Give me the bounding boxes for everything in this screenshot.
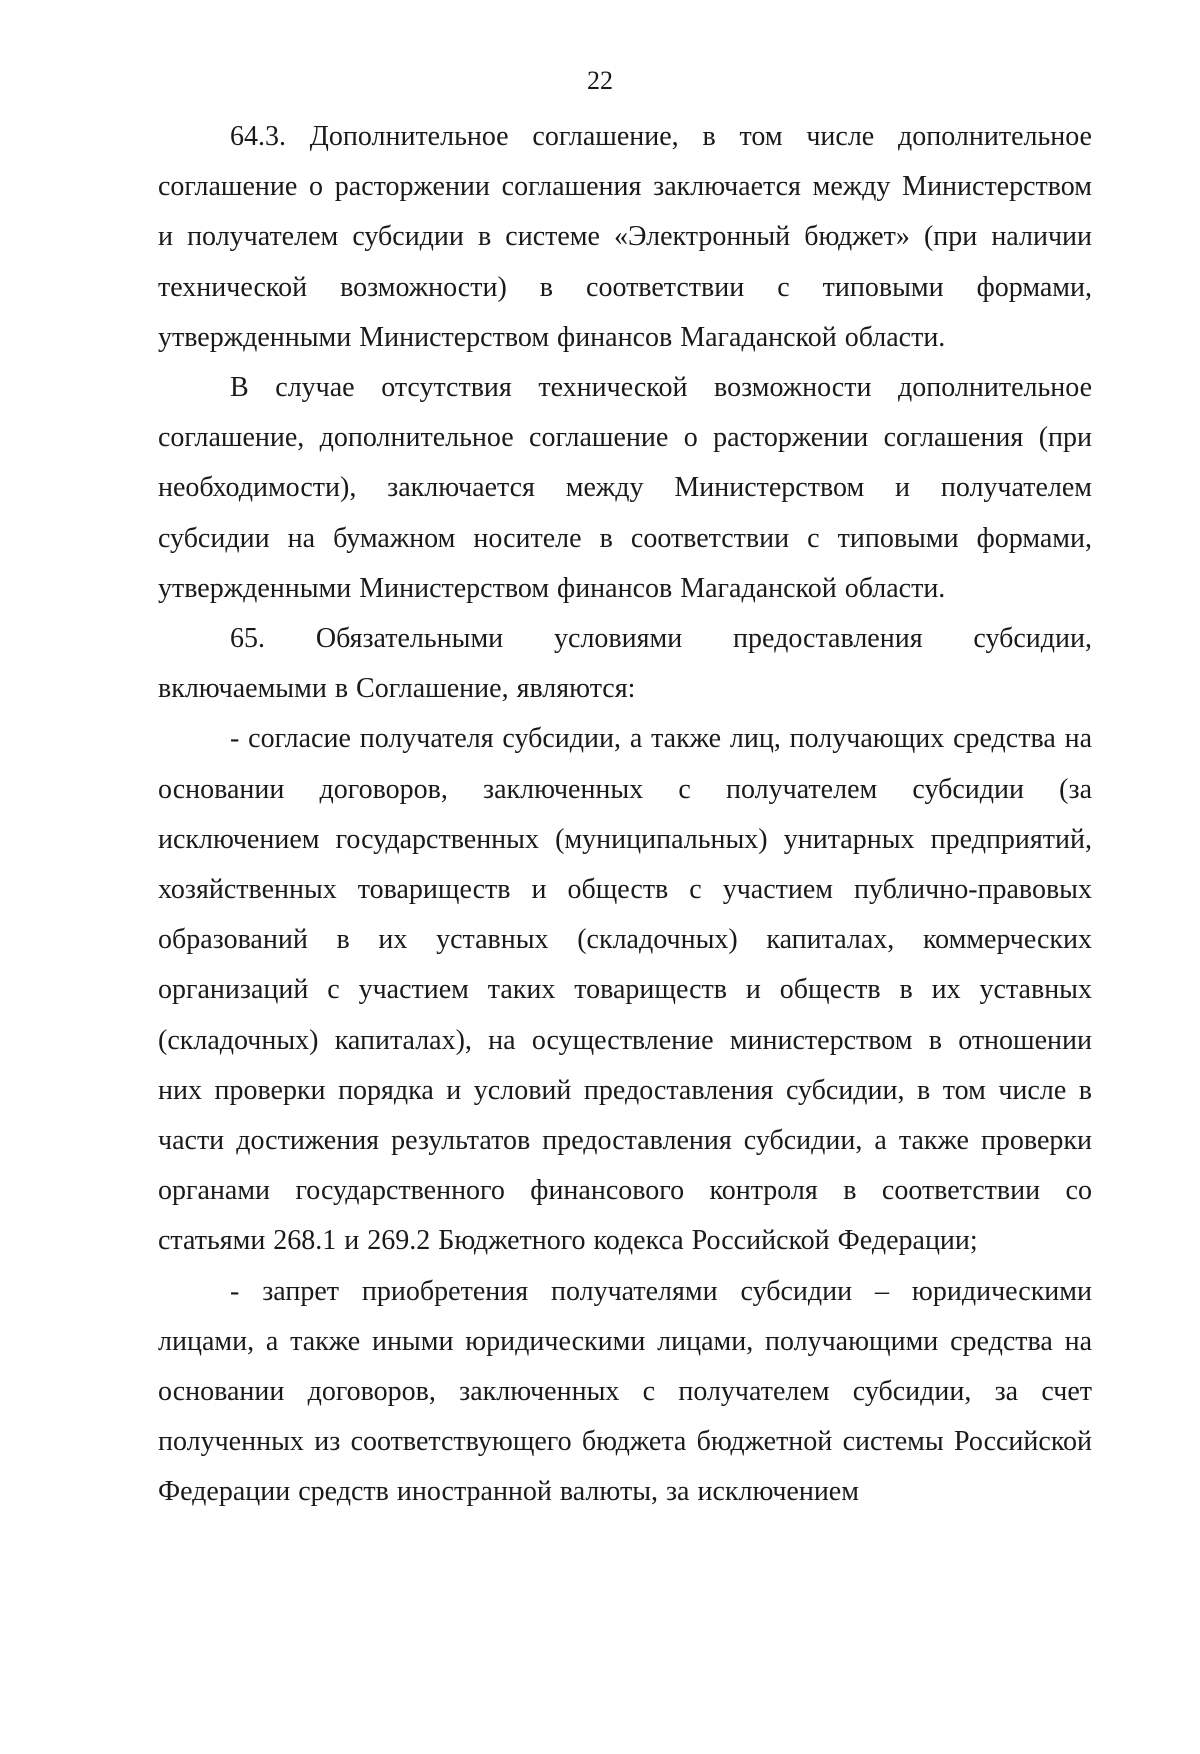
- paragraph-64-3: 64.3. Дополнительное соглашение, в том числе дополнительное соглашение о расторжении соглашения заключается между Министерством и получателем субсидии в системе «Электронный бюджет» (при наличии технической возможности) в соответствии с типовыми формами, утвержденными Министерством финансов Магаданской области.: [158, 121, 1092, 353]
- paragraph-currency-ban-condition: - запрет приобретения получателями субсидии – юридическими лицами, а также иными юридическими лицами, получающими средства на основании договоров, заключенных с получателем субсидии, за счет полученных из соответствующего бюджета бюджетной системы Российской Федерации средств иностранной валюты, за исключением: [158, 1275, 1092, 1508]
- document-body: [158, 112, 1092, 1518]
- paragraph-65: 65. Обязательными условиями предоставления субсидии, включаемыми в Соглашение, являются:: [158, 623, 1092, 705]
- page-number: 22: [587, 66, 613, 95]
- paragraph-no-technical-possibility: В случае отсутствия технической возможности дополнительное соглашение, дополнительное соглашение о расторжении соглашения (при необходимости), заключается между Министерством и получателем субсидии на бумажном носителе в соответствии с типовыми формами, утвержденными Министерством финансов Магаданской области.: [158, 372, 1092, 604]
- paragraph-consent-condition: - согласие получателя субсидии, а также лиц, получающих средства на основании договоров, заключенных с получателем субсидии (за исключением государственных (муниципальных) унитарных предприятий, хозяйственных товариществ и обществ с участием публично-правовых образований в их уставных (складочных) капиталах, коммерческих организаций с участием таких товариществ и обществ в их уставных (складочных) капиталах), на осуществление министерством в отношении них проверки порядка и условий предоставления субсидии, в том числе в части достижения результатов предоставления субсидии, а также проверки органами государственного финансового контроля в соответствии со статьями 268.1 и 269.2 Бюджетного кодекса Российской Федерации;: [158, 723, 1092, 1257]
